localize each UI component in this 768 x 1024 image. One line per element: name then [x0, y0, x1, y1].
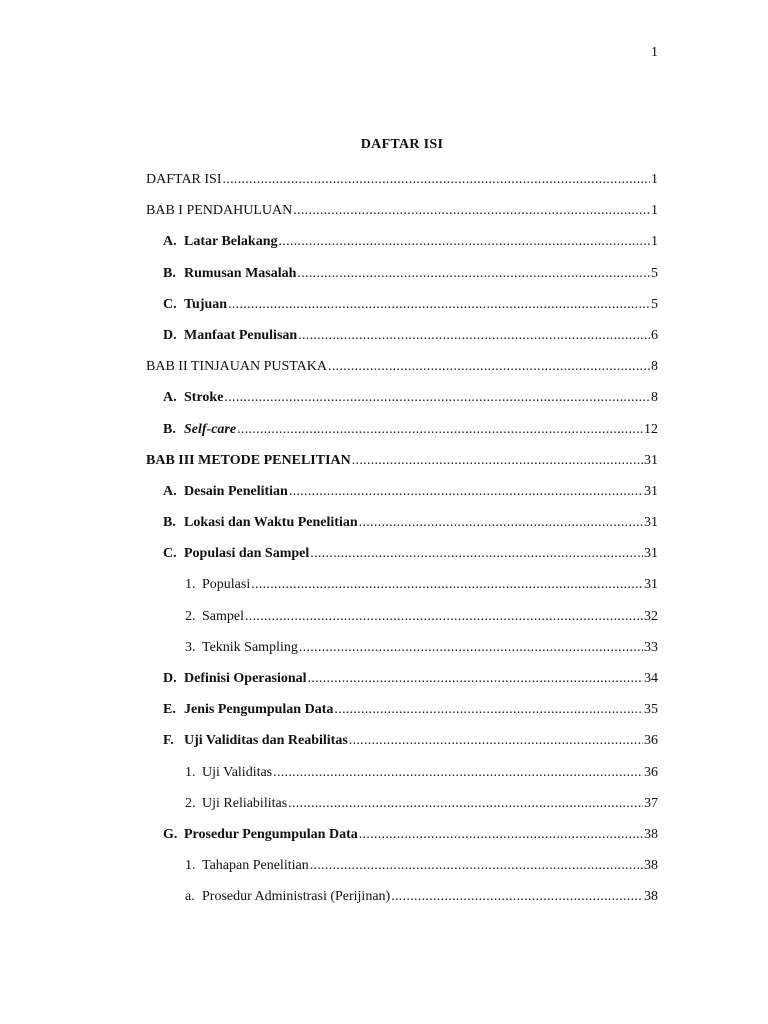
toc-entry-prosedur-pengumpulan-data[interactable] — [146, 826, 658, 857]
table-of-contents — [146, 171, 658, 920]
toc-entry-page: 34 — [644, 671, 658, 686]
toc-entry-tujuan[interactable] — [146, 296, 658, 327]
toc-entry-populasi-sampel[interactable] — [146, 545, 658, 576]
toc-entry-marker: 1. — [185, 577, 196, 593]
toc-entry-page: 38 — [644, 889, 658, 905]
dot-leader — [310, 857, 643, 875]
toc-entry-page: 33 — [644, 639, 658, 655]
toc-entry-populasi[interactable] — [146, 576, 658, 607]
toc-entry-label: Definisi Operasional — [184, 671, 307, 686]
toc-entry-page: 1 — [651, 203, 658, 219]
toc-entry-label: Uji Validitas — [202, 764, 273, 780]
toc-entry-page: 1 — [651, 172, 658, 187]
toc-entry-label: Desain Penelitian — [184, 483, 288, 499]
toc-entry-page: 38 — [644, 826, 658, 842]
toc-entry-label: Tujuan — [184, 296, 228, 312]
toc-entry-marker: C. — [163, 546, 177, 562]
toc-entry-page: 5 — [651, 296, 658, 312]
toc-entry-label: Populasi — [202, 577, 251, 593]
toc-entry-page: 32 — [644, 608, 658, 624]
toc-entry-prosedur-administrasi[interactable] — [146, 888, 658, 919]
toc-entry-label: BAB III METODE PENELITIAN — [146, 452, 351, 468]
dot-leader — [251, 576, 643, 594]
toc-entry-page: 31 — [644, 577, 658, 593]
toc-entry-label: Jenis Pengumpulan Data — [184, 702, 334, 718]
toc-entry-label: Tahapan Penelitian — [202, 858, 309, 874]
toc-entry-sampel[interactable] — [146, 608, 658, 639]
toc-entry-label: Uji Validitas dan Reabilitas — [184, 733, 348, 749]
dot-leader — [289, 483, 643, 501]
toc-entry-bab-2[interactable] — [146, 358, 658, 389]
toc-entry-teknik-sampling[interactable] — [146, 639, 658, 670]
toc-entry-marker: 3. — [185, 639, 196, 655]
dot-leader — [299, 639, 643, 657]
dot-leader — [245, 608, 643, 626]
toc-entry-marker: 2. — [185, 795, 196, 811]
toc-entry-marker: B. — [163, 265, 176, 281]
toc-entry-marker: D. — [163, 327, 177, 343]
dot-leader — [310, 545, 643, 563]
toc-entry-page: 31 — [644, 483, 658, 499]
toc-entry-label: Stroke — [184, 390, 224, 406]
toc-entry-bab-3[interactable] — [146, 452, 658, 483]
page-number: 1 — [651, 45, 658, 60]
toc-entry-page: 37 — [644, 795, 658, 811]
toc-entry-page: 36 — [644, 764, 658, 780]
toc-entry-marker: A. — [163, 483, 177, 499]
dot-leader — [278, 233, 650, 251]
toc-entry-manfaat-penulisan[interactable] — [146, 327, 658, 358]
dot-leader — [288, 795, 643, 813]
toc-entry-stroke[interactable] — [146, 389, 658, 420]
toc-entry-marker: B. — [163, 515, 176, 531]
toc-entry-label: Lokasi dan Waktu Penelitian — [184, 515, 358, 531]
toc-entry-page: 31 — [644, 546, 658, 562]
toc-entry-label: Prosedur Pengumpulan Data — [184, 826, 358, 842]
dot-leader — [223, 171, 651, 189]
toc-entry-uji-validitas[interactable] — [146, 764, 658, 795]
toc-entry-marker: a. — [185, 889, 195, 905]
toc-entry-rumusan-masalah[interactable] — [146, 265, 658, 296]
dot-leader — [352, 452, 643, 470]
toc-title: DAFTAR ISI — [360, 137, 444, 152]
toc-entry-label: BAB II TINJAUAN PUSTAKA — [146, 359, 328, 375]
toc-entry-label: Prosedur Administrasi (Perijinan) — [202, 889, 391, 905]
toc-entry-label: Self-care — [184, 421, 237, 437]
toc-entry-label: DAFTAR ISI — [146, 172, 222, 187]
toc-entry-marker: 1. — [185, 764, 196, 780]
toc-entry-page: 6 — [651, 327, 658, 343]
toc-entry-uji-reliabilitas[interactable] — [146, 795, 658, 826]
toc-entry-page: 5 — [651, 265, 658, 281]
toc-entry-self-care[interactable] — [146, 421, 658, 452]
dot-leader — [391, 888, 643, 906]
toc-entry-uji-validitas-reabilitas[interactable] — [146, 732, 658, 763]
toc-entry-page: 31 — [644, 452, 658, 468]
dot-leader — [308, 670, 643, 688]
toc-entry-label: Teknik Sampling — [202, 639, 298, 655]
toc-entry-page: 1 — [651, 234, 658, 250]
toc-entry-desain-penelitian[interactable] — [146, 483, 658, 514]
toc-entry-label: Latar Belakang — [184, 234, 278, 250]
dot-leader — [334, 701, 643, 719]
dot-leader — [359, 826, 643, 844]
toc-entry-page: 12 — [644, 421, 658, 437]
toc-entry-page: 36 — [644, 733, 658, 749]
toc-entry-marker: G. — [163, 826, 178, 842]
dot-leader — [224, 389, 650, 407]
toc-entry-marker: E. — [163, 702, 176, 718]
toc-entry-page: 35 — [644, 702, 658, 718]
dot-leader — [328, 358, 650, 376]
toc-entry-daftar-isi[interactable] — [146, 171, 658, 202]
toc-entry-marker: 2. — [185, 608, 196, 624]
toc-entry-label: Manfaat Penulisan — [184, 327, 298, 343]
toc-entry-jenis-pengumpulan-data[interactable] — [146, 701, 658, 732]
toc-entry-definisi-operasional[interactable] — [146, 670, 658, 701]
dot-leader — [297, 265, 650, 283]
dot-leader — [359, 514, 643, 532]
toc-entry-label: BAB I PENDAHULUAN — [146, 203, 293, 219]
toc-entry-label: Sampel — [202, 608, 244, 624]
toc-entry-marker: F. — [163, 733, 174, 749]
toc-entry-label: Rumusan Masalah — [184, 265, 297, 281]
toc-entry-bab-1[interactable] — [146, 202, 658, 233]
dot-leader — [237, 421, 643, 439]
toc-entry-marker: C. — [163, 296, 177, 312]
toc-entry-label: Populasi dan Sampel — [184, 546, 310, 562]
toc-entry-marker: A. — [163, 390, 177, 406]
toc-entry-page: 31 — [644, 515, 658, 531]
dot-leader — [273, 764, 643, 782]
toc-entry-label: Uji Reliabilitas — [202, 795, 288, 811]
toc-entry-marker: A. — [163, 234, 177, 250]
dot-leader — [293, 202, 650, 220]
toc-entry-latar-belakang[interactable] — [146, 233, 658, 264]
toc-entry-marker: 1. — [185, 858, 196, 874]
toc-entry-page: 8 — [651, 359, 658, 375]
dot-leader — [228, 296, 650, 314]
dot-leader — [298, 327, 650, 345]
toc-entry-lokasi-waktu[interactable] — [146, 514, 658, 545]
dot-leader — [349, 732, 643, 750]
toc-entry-marker: D. — [163, 671, 177, 686]
toc-entry-tahapan-penelitian[interactable] — [146, 857, 658, 888]
toc-entry-page: 8 — [651, 390, 658, 406]
toc-entry-marker: B. — [163, 421, 176, 437]
toc-entry-page: 38 — [644, 858, 658, 874]
